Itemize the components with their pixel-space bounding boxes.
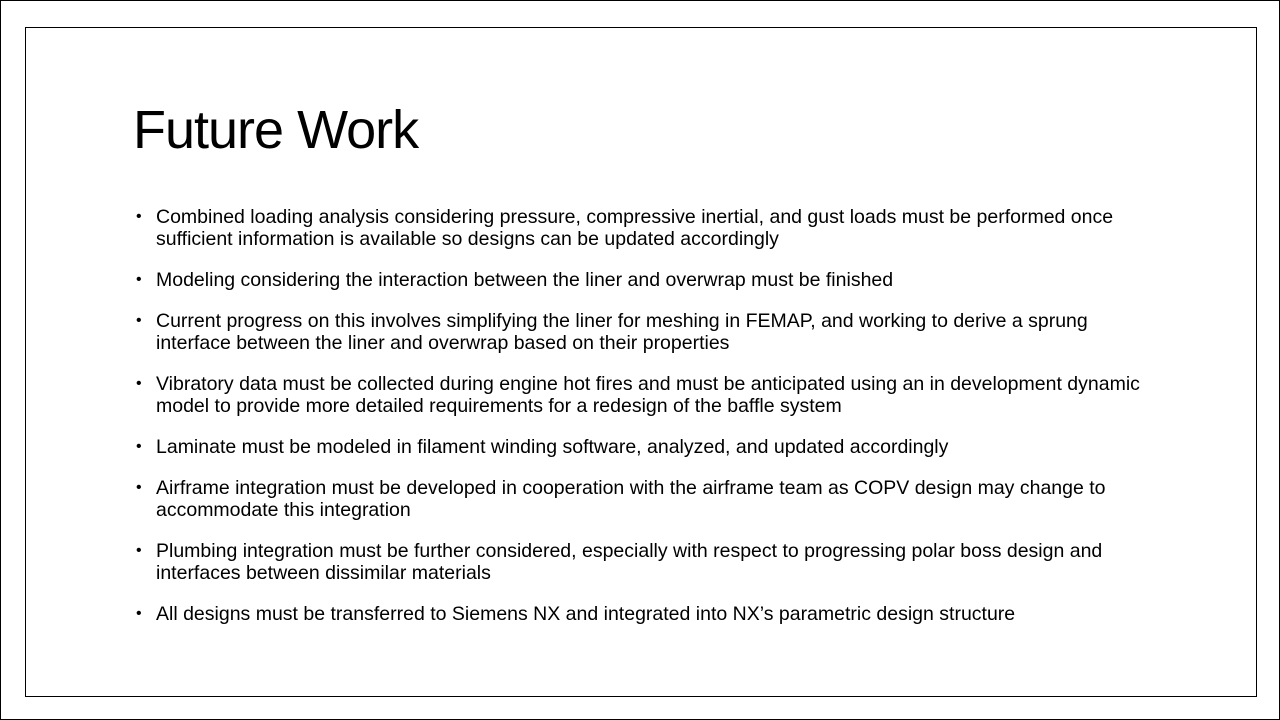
bullet-text: Laminate must be modeled in filament winding software, analyzed, and updated accordingly xyxy=(156,436,949,458)
slide-title: Future Work xyxy=(133,100,419,160)
bullet-item xyxy=(136,310,1146,354)
bullet-text: Airframe integration must be developed in cooperation with the airframe team as COPV design may change to accommodate this integration xyxy=(156,477,1106,521)
bullet-list xyxy=(136,206,1146,644)
bullet-text: Combined loading analysis considering pressure, compressive inertial, and gust loads must be performed once sufficient information is available so designs can be updated accordingly xyxy=(156,206,1114,250)
bullet-dot-icon: • xyxy=(136,312,142,329)
slide xyxy=(25,27,1257,697)
bullet-dot-icon: • xyxy=(136,271,142,288)
bullet-dot-icon: • xyxy=(136,438,142,455)
bullet-text: Modeling considering the interaction between the liner and overwrap must be finished xyxy=(156,269,894,291)
bullet-text: All designs must be transferred to Siemens NX and integrated into NX’s parametric design structure xyxy=(156,603,1016,625)
bullet-text: Plumbing integration must be further considered, especially with respect to progressing polar boss design and interfaces between dissimilar materials xyxy=(156,540,1103,584)
bullet-item xyxy=(136,436,1146,458)
bullet-dot-icon: • xyxy=(136,208,142,225)
bullet-item xyxy=(136,603,1146,625)
bullet-item xyxy=(136,373,1146,417)
bullet-item xyxy=(136,206,1146,250)
bullet-dot-icon: • xyxy=(136,479,142,496)
bullet-text: Current progress on this involves simplifying the liner for meshing in FEMAP, and working to derive a sprung interface between the liner and overwrap based on their properties xyxy=(156,310,1088,354)
bullet-dot-icon: • xyxy=(136,605,142,622)
bullet-item xyxy=(136,269,1146,291)
bullet-dot-icon: • xyxy=(136,542,142,559)
bullet-dot-icon: • xyxy=(136,375,142,392)
bullet-item xyxy=(136,540,1146,584)
bullet-item xyxy=(136,477,1146,521)
bullet-text: Vibratory data must be collected during engine hot fires and must be anticipated using an in development dynamic model to provide more detailed requirements for a redesign of the baffle system xyxy=(156,373,1140,417)
